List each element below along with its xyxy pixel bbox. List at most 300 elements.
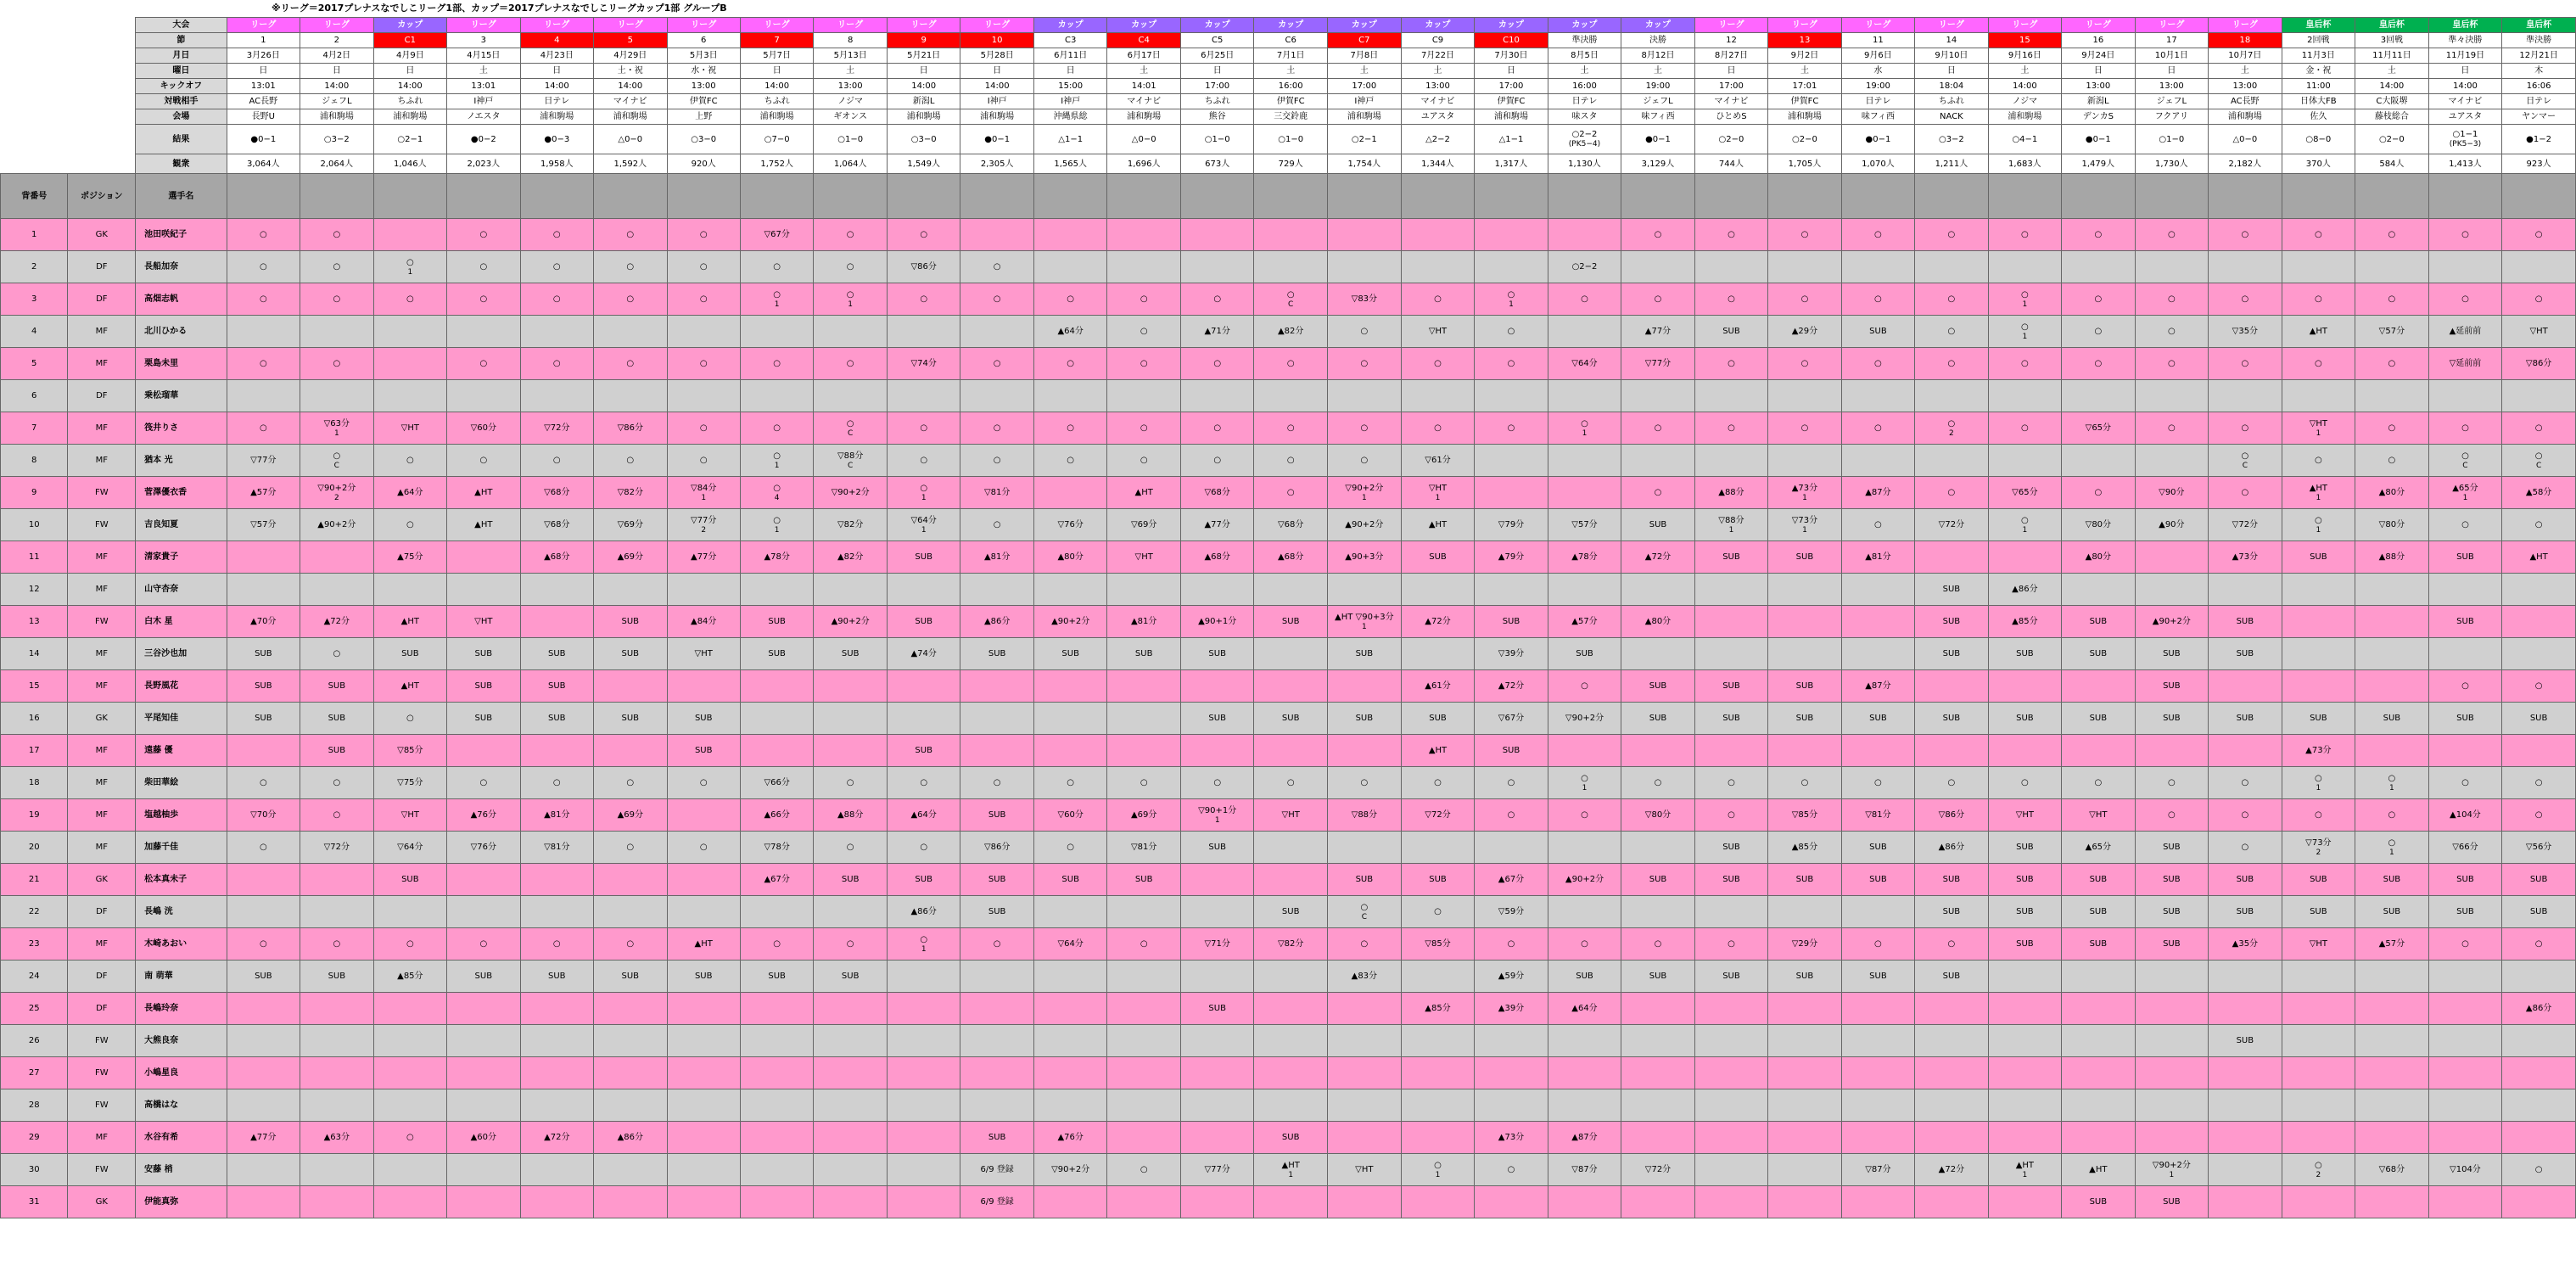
- appearance-status: SUB: [2163, 875, 2181, 884]
- appearance-cell: [227, 541, 300, 574]
- player-position: [68, 477, 136, 509]
- venue-value: 浦和駒場: [319, 112, 354, 121]
- appearance-cell: [2062, 1025, 2135, 1057]
- appearance-status: SUB: [474, 972, 493, 981]
- player-name: [136, 703, 227, 735]
- appearance-status: ○: [2167, 810, 2176, 820]
- appearance-status: ▲80分: [1057, 552, 1084, 562]
- match-16-section: [1327, 33, 1401, 48]
- appearance-goals: 1: [1435, 1170, 1441, 1179]
- appearance-status: SUB: [2016, 907, 2034, 916]
- player-name-text: 吉良知夏: [144, 520, 179, 529]
- appearance-cell: [1033, 1122, 1107, 1154]
- appearance-status: SUB: [2310, 552, 2327, 562]
- match-17-venue: [1401, 109, 1474, 125]
- player-row: [1, 606, 2576, 638]
- match-10-date: [887, 48, 960, 64]
- match-19-date: [1548, 48, 1621, 64]
- section-label: 1: [260, 36, 266, 45]
- appearance-status: ○: [552, 778, 561, 787]
- result-score: ●0−1: [1645, 134, 1671, 144]
- appearance-cell: [2282, 283, 2355, 316]
- appearance-cell: [594, 606, 667, 638]
- match-18-attendance: [1475, 154, 1548, 174]
- weekday-value: 土: [1580, 66, 1589, 76]
- weekday-value: 水: [1873, 66, 1883, 76]
- appearance-status: ▽86分: [983, 843, 1011, 852]
- row-label-section: [136, 33, 227, 48]
- appearance-cell: [1475, 412, 1548, 445]
- player-position-text: MF: [95, 327, 108, 336]
- appearance-cell: [1327, 445, 1401, 477]
- appearance-status: ○: [1947, 939, 1956, 949]
- match-4-date: [447, 48, 520, 64]
- appearance-cell: [1915, 832, 1988, 864]
- appearance-cell: [447, 316, 520, 348]
- appearance-status: SUB: [2383, 907, 2401, 916]
- player-number-text: 3: [31, 294, 37, 304]
- match-12-venue: [1033, 109, 1107, 125]
- appearance-cell: [1548, 993, 1621, 1025]
- appearance-cell: [1988, 348, 2061, 380]
- appearance-cell: [1548, 638, 1621, 670]
- appearance-cell: [300, 735, 374, 767]
- appearance-cell: [2428, 251, 2502, 283]
- player-number-text: 1: [31, 230, 37, 239]
- match-3-venue: [373, 109, 446, 125]
- appearance-status: ▲104分: [2450, 810, 2481, 820]
- appearance-status: ▲86分: [983, 617, 1011, 626]
- appearance-cell: [2062, 1186, 2135, 1218]
- appearance-cell: [2062, 412, 2135, 445]
- appearance-cell: [1401, 864, 1474, 896]
- appearance-status: ○: [993, 520, 1001, 529]
- appearance-cell: [373, 928, 446, 961]
- appearance-cell: [447, 864, 520, 896]
- appearance-status: ○: [920, 843, 928, 852]
- match-record-table: [0, 17, 2576, 1218]
- appearance-status: ○: [1874, 520, 1882, 529]
- player-row: [1, 477, 2576, 509]
- match-3-opponent: [373, 94, 446, 109]
- match-15-venue: [1254, 109, 1327, 125]
- appearance-status: ○: [2094, 230, 2103, 239]
- appearance-cell: [2502, 541, 2576, 574]
- appearance-status: ○: [2534, 1165, 2543, 1174]
- appearance-cell: [1988, 864, 2061, 896]
- player-position: [68, 1089, 136, 1122]
- section-label: 2: [333, 36, 340, 45]
- player-name: [136, 799, 227, 832]
- player-row: [1, 767, 2576, 799]
- appearance-cell: [373, 864, 446, 896]
- appearance-cell: [520, 961, 593, 993]
- row-label-result: [136, 125, 227, 154]
- appearance-status: SUB: [1795, 875, 1814, 884]
- appearance-cell: [2428, 1057, 2502, 1089]
- match-8-date: [740, 48, 813, 64]
- appearance-cell: [447, 445, 520, 477]
- appearance-status: ○: [1360, 423, 1369, 433]
- appearance-cell: [227, 638, 300, 670]
- appearance-status: ○: [773, 289, 781, 300]
- appearance-cell: [1988, 799, 2061, 832]
- appearance-cell: [667, 477, 740, 509]
- player-position-text: MF: [95, 843, 108, 852]
- match-11-kickoff: [960, 79, 1033, 94]
- appearance-cell: [1621, 735, 1694, 767]
- appearance-status: SUB: [2089, 907, 2108, 916]
- player-name-text: 小嶋星良: [144, 1068, 179, 1078]
- appearance-cell: [373, 735, 446, 767]
- appearance-cell: [1033, 283, 1107, 316]
- appearance-status: ○: [1360, 359, 1369, 368]
- appearance-cell: [373, 574, 446, 606]
- match-17-section: [1401, 33, 1474, 48]
- appearance-status: SUB: [1942, 649, 1961, 658]
- appearance-cell: [447, 606, 520, 638]
- date-value: 4月29日: [613, 51, 647, 60]
- venue-value: 上野: [695, 112, 713, 121]
- appearance-cell: [1401, 316, 1474, 348]
- competition-label: リーグ: [544, 20, 570, 30]
- appearance-cell: [1841, 1154, 1914, 1186]
- appearance-cell: [667, 638, 740, 670]
- appearance-cell: [227, 993, 300, 1025]
- player-name: [136, 832, 227, 864]
- appearance-status: SUB: [1869, 875, 1887, 884]
- appearance-cell: [1694, 799, 1767, 832]
- match-16-venue: [1327, 109, 1401, 125]
- appearance-cell: [227, 606, 300, 638]
- appearance-cell: [2062, 864, 2135, 896]
- appearance-status: SUB: [1208, 1004, 1226, 1013]
- appearance-status: ○: [2388, 773, 2396, 783]
- match-20-date: [1621, 48, 1694, 64]
- appearance-goals: 1: [1582, 428, 1588, 438]
- appearance-cell: [373, 509, 446, 541]
- competition-label: カップ: [1571, 20, 1598, 30]
- row-label-text: 会場: [172, 112, 190, 121]
- appearance-cell: [1327, 638, 1401, 670]
- appearance-cell: [594, 283, 667, 316]
- header-row-venue: [1, 109, 2576, 125]
- appearance-cell: [2502, 283, 2576, 316]
- match-10-section: [887, 33, 960, 48]
- appearance-cell: [1621, 541, 1694, 574]
- player-position: [68, 1025, 136, 1057]
- appearance-goals: 1: [921, 493, 927, 502]
- appearance-cell: [2355, 864, 2429, 896]
- appearance-status: ▲HT: [1134, 488, 1153, 497]
- appearance-status: ▽61分: [1425, 456, 1451, 465]
- attendance-value: 1,344人: [1421, 159, 1454, 169]
- section-label: 準々決勝: [2448, 36, 2483, 45]
- appearance-status: ○: [259, 230, 267, 239]
- match-1-venue: [227, 109, 300, 125]
- appearance-status: ○: [773, 451, 781, 461]
- appearance-status: ○: [479, 939, 488, 949]
- weekday-value: 日: [772, 66, 781, 76]
- appearance-status: SUB: [1869, 714, 1887, 723]
- appearance-cell: [1107, 509, 1180, 541]
- row-label-date: [136, 48, 227, 64]
- appearance-cell: [960, 864, 1033, 896]
- appearance-cell: [1180, 316, 1254, 348]
- match-4-attendance: [447, 154, 520, 174]
- appearance-cell: [2502, 735, 2576, 767]
- appearance-cell: [1401, 670, 1474, 703]
- match-7-opponent: [667, 94, 740, 109]
- appearance-status: SUB: [1942, 907, 1961, 916]
- appearance-cell: [1180, 251, 1254, 283]
- appearance-cell: [1107, 283, 1180, 316]
- match-1-weekday: [227, 64, 300, 79]
- appearance-status: ▲69分: [617, 552, 643, 562]
- appearance-cell: [1768, 348, 1841, 380]
- appearance-cell: [373, 1186, 446, 1218]
- appearance-status: ○: [1800, 359, 1809, 368]
- appearance-status: ▽87分: [1865, 1165, 1891, 1174]
- appearance-cell: [2209, 219, 2282, 251]
- player-name: [136, 1089, 227, 1122]
- match-9-section: [814, 33, 888, 48]
- appearance-cell: [2135, 477, 2209, 509]
- appearance-cell: [447, 928, 520, 961]
- appearance-status: SUB: [1722, 972, 1740, 981]
- appearance-cell: [594, 767, 667, 799]
- appearance-cell: [1548, 541, 1621, 574]
- match-21-section: [1694, 33, 1767, 48]
- appearance-status: ○: [2021, 289, 2029, 300]
- appearance-goals: 1: [921, 944, 927, 954]
- player-name-text: 猶本 光: [144, 456, 173, 465]
- appearance-status: ▲71分: [1204, 327, 1230, 336]
- appearance-status: SUB: [2089, 617, 2108, 626]
- appearance-cell: [814, 1089, 888, 1122]
- appearance-cell: [1694, 509, 1767, 541]
- player-number: [1, 283, 68, 316]
- appearance-cell: [887, 864, 960, 896]
- venue-value: 浦和駒場: [906, 112, 941, 121]
- match-8-kickoff: [740, 79, 813, 94]
- appearance-cell: [2502, 961, 2576, 993]
- player-number-text: 6: [31, 391, 37, 400]
- appearance-cell: [814, 993, 888, 1025]
- match-22-attendance: [1768, 154, 1841, 174]
- appearance-cell: [2502, 348, 2576, 380]
- appearance-cell: [1327, 283, 1401, 316]
- appearance-cell: [1475, 767, 1548, 799]
- appearance-cell: [1180, 541, 1254, 574]
- player-name-text: 遠藤 優: [144, 746, 173, 755]
- appearance-cell: [814, 1025, 888, 1057]
- appearance-cell: [740, 445, 813, 477]
- appearance-cell: [1254, 477, 1327, 509]
- date-value: 3月26日: [246, 51, 280, 60]
- appearance-status: ▲73分: [1498, 1133, 1525, 1142]
- player-name: [136, 735, 227, 767]
- appearance-status: ○: [1067, 294, 1075, 304]
- appearance-status: ▽104分: [2450, 1165, 2481, 1174]
- match-3-section: [373, 33, 446, 48]
- appearance-cell: [1988, 1089, 2061, 1122]
- appearance-status: SUB: [768, 649, 786, 658]
- section-label: 11: [1873, 36, 1884, 45]
- appearance-cell: [2062, 703, 2135, 735]
- appearance-status: ▽82分: [1277, 939, 1304, 949]
- appearance-cell: [1033, 251, 1107, 283]
- appearance-cell: [1475, 1186, 1548, 1218]
- appearance-status: SUB: [2163, 714, 2181, 723]
- appearance-status: ▽74分: [910, 359, 937, 368]
- result-score: ○2−2: [1571, 130, 1598, 139]
- section-label: 17: [2165, 36, 2177, 45]
- appearance-status: ○: [2167, 359, 2176, 368]
- appearance-cell: [300, 574, 374, 606]
- venue-value: 味スタ: [1571, 112, 1598, 121]
- appearance-status: SUB: [2529, 714, 2548, 723]
- result-score: ●0−1: [2085, 134, 2111, 144]
- appearance-cell: [1254, 412, 1327, 445]
- appearance-cell: [300, 670, 374, 703]
- row-label-text: キックオフ: [160, 81, 203, 91]
- player-number-text: 16: [28, 714, 40, 723]
- weekday-value: 日: [1212, 66, 1222, 76]
- appearance-status: SUB: [255, 681, 272, 691]
- appearance-status: SUB: [1722, 875, 1740, 884]
- appearance-cell: [2135, 864, 2209, 896]
- appearance-cell: [1548, 509, 1621, 541]
- appearance-cell: [1254, 993, 1327, 1025]
- appearance-cell: [227, 832, 300, 864]
- appearance-status: ▽HT: [2309, 418, 2328, 428]
- appearance-cell: [1107, 477, 1180, 509]
- column-header-blank: [1475, 174, 1548, 219]
- player-name-text: 山守杏奈: [144, 585, 179, 594]
- appearance-status: ▲81分: [1865, 552, 1891, 562]
- appearance-status: ○: [2314, 810, 2322, 820]
- appearance-cell: [1915, 541, 1988, 574]
- appearance-status: ○: [1728, 423, 1735, 433]
- player-number: [1, 251, 68, 283]
- appearance-cell: [960, 703, 1033, 735]
- appearance-cell: [960, 541, 1033, 574]
- appearance-status: SUB: [1355, 714, 1374, 723]
- appearance-cell: [227, 348, 300, 380]
- match-5-date: [520, 48, 593, 64]
- appearance-status: ▽77分: [1644, 359, 1672, 368]
- appearance-status: SUB: [1061, 649, 1079, 658]
- match-26-competition: [2062, 18, 2135, 33]
- player-position: [68, 1122, 136, 1154]
- weekday-value: 日: [1506, 66, 1515, 76]
- section-label: 18: [2239, 36, 2251, 45]
- match-27-kickoff: [2135, 79, 2209, 94]
- appearance-status: SUB: [1281, 1133, 1300, 1142]
- appearance-cell: [1180, 1186, 1254, 1218]
- appearance-cell: [2209, 1122, 2282, 1154]
- appearance-cell: [1254, 961, 1327, 993]
- header-note: ※リーグ＝2017プレナスなでしこリーグ1部、カップ＝2017プレナスなでしこリーグカップ1部 グループB: [272, 3, 727, 14]
- player-name: [136, 1154, 227, 1186]
- match-27-attendance: [2135, 154, 2209, 174]
- venue-value: 浦和駒場: [2008, 112, 2042, 121]
- match-10-kickoff: [887, 79, 960, 94]
- appearance-cell: [300, 1154, 374, 1186]
- match-15-section: [1254, 33, 1327, 48]
- opponent-value: 伊賀FC: [1790, 97, 1819, 106]
- player-position-text: DF: [96, 907, 108, 916]
- appearance-cell: [2282, 251, 2355, 283]
- appearance-goals: 1: [2316, 783, 2321, 793]
- appearance-cell: [667, 380, 740, 412]
- match-14-section: [1180, 33, 1254, 48]
- appearance-cell: [1107, 670, 1180, 703]
- appearance-status: ▲35分: [2232, 939, 2259, 949]
- appearance-cell: [2282, 961, 2355, 993]
- player-position: [68, 509, 136, 541]
- venue-value: NACK: [1940, 112, 1963, 121]
- appearance-status: SUB: [2016, 843, 2034, 852]
- appearance-cell: [2282, 799, 2355, 832]
- match-26-attendance: [2062, 154, 2135, 174]
- date-value: 8月12日: [1641, 51, 1675, 60]
- appearance-status: ○: [1434, 1160, 1442, 1170]
- result-score: ○4−1: [2012, 134, 2038, 144]
- appearance-cell: [1254, 251, 1327, 283]
- appearance-cell: [1988, 1057, 2061, 1089]
- appearance-goals: C: [2535, 461, 2542, 470]
- appearance-cell: [1694, 477, 1767, 509]
- appearance-cell: [1621, 703, 1694, 735]
- player-number-text: 31: [28, 1197, 40, 1207]
- match-15-kickoff: [1254, 79, 1327, 94]
- appearance-status: ○: [626, 294, 635, 304]
- player-number: [1, 412, 68, 445]
- row-label-text: 対戦相手: [164, 97, 199, 106]
- match-11-attendance: [960, 154, 1033, 174]
- date-value: 5月7日: [763, 51, 792, 60]
- player-position-text: FW: [94, 488, 109, 497]
- appearance-cell: [1768, 1025, 1841, 1057]
- player-name: [136, 606, 227, 638]
- appearance-status: ▲86分: [1938, 843, 1965, 852]
- competition-label: リーグ: [984, 20, 1011, 30]
- appearance-cell: [2062, 961, 2135, 993]
- player-number-text: 9: [31, 488, 37, 497]
- appearance-cell: [1107, 1057, 1180, 1089]
- appearance-status: ▽67分: [764, 230, 790, 239]
- match-24-result: [1915, 125, 1988, 154]
- appearance-cell: [1768, 703, 1841, 735]
- appearance-cell: [887, 606, 960, 638]
- appearance-cell: [1254, 574, 1327, 606]
- appearance-cell: [300, 928, 374, 961]
- result-score: ○3−0: [691, 134, 717, 144]
- venue-value: 味フィ西: [1861, 112, 1896, 121]
- appearance-cell: [300, 251, 374, 283]
- appearance-status: ○: [2241, 843, 2249, 852]
- player-name: [136, 1057, 227, 1089]
- match-11-weekday: [960, 64, 1033, 79]
- appearance-cell: [1915, 670, 1988, 703]
- appearance-cell: [1694, 864, 1767, 896]
- competition-label: リーグ: [2159, 20, 2185, 30]
- appearance-status: ▽57分: [2378, 327, 2405, 336]
- appearance-cell: [1107, 541, 1180, 574]
- appearance-cell: [1548, 896, 1621, 928]
